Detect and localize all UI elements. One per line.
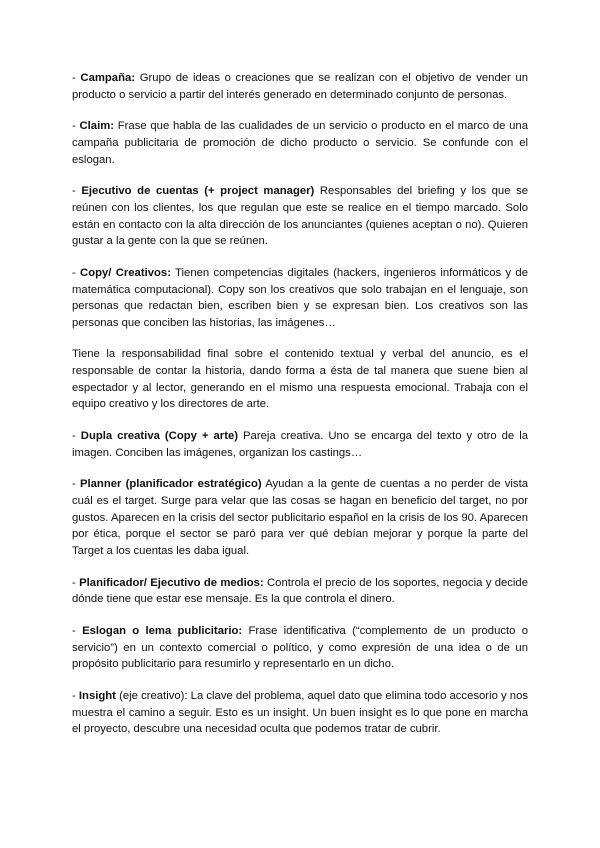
glossary-entry-ejecutivo-cuentas [72, 183, 528, 249]
entry-term: Copy/ Creativos: [80, 266, 171, 279]
glossary-entry-campana [72, 70, 528, 103]
entry-prefix: - [72, 266, 81, 279]
document-page [72, 70, 528, 753]
entry-prefix: - [72, 120, 80, 133]
entry-text: Tiene la responsabilidad final sobre el contenido textual y verbal del anuncio, es el responsable de contar la historia, dando forma a ésta de tal manera que suene bien al espectador y al lector, generando en el mismo una respuesta emocional. Trabaja con el equipo creativo y los directores de arte. [72, 348, 528, 411]
entry-text: (eje creativo): La clave del problema, aquel dato que elimina todo accesorio y nos muestra el camino a seguir. Esto es un insight. Un buen insight es lo que pone en marcha el proyecto, descubre una necesidad oculta que podemos tratar de cubrir. [72, 689, 529, 736]
glossary-entry-copy-creativos [72, 265, 528, 331]
entry-text: Controla el precio de los soportes, negocia y decide dónde tiene que estar ese mensaje. Es la que controla el dinero. [72, 576, 528, 606]
entry-term: Planner (planificador estratégico) [79, 478, 262, 491]
entry-text: Grupo de ideas o creaciones que se realizan con el objetivo de vender un producto o servicio a partir del interés generado en determinado conjunto de personas. [72, 72, 528, 101]
entry-prefix: - [72, 624, 83, 637]
entry-term: Ejecutivo de cuentas (+ project manager) [81, 185, 315, 198]
entry-prefix: - [72, 430, 81, 443]
entry-prefix: - [72, 478, 80, 491]
entry-term: Campaña: [80, 72, 136, 84]
entry-prefix: - [72, 576, 80, 589]
entry-text: Ayudan a la gente de cuentas a no perder de vista cuál es el target. Surge para velar que las cosas se hagan en beneficio del target, no por gustos. Aparecen en la crisis del sector publicitario español en la crisis de los 90. Aparecen por ética, porque el sector se paró para ver qué debían mejorar y porque la parte del Target a los cuentas les daba igual. [72, 478, 529, 557]
glossary-entry-planificador-medios [72, 575, 528, 608]
entry-text: Tienen competencias digitales (hackers, ingenieros informáticos y de matemática computacional). Copy son los creativos que solo trabajan en el lenguaje, son personas que redactan bien, escriben bien y se expresan bien. Los creativos son las personas que conciben las historias, las imágenes… [72, 266, 528, 329]
entry-term: Insight [78, 689, 116, 702]
entry-term: Claim: [79, 120, 115, 133]
entry-text: Frase identificativa (“complemento de un producto o servicio”) en un contexto comercial o político, y como expresión de una idea o de un propósito publicitario para resumirlo y representarlo en un dicho. [72, 624, 528, 671]
glossary-entry-eslogan [72, 623, 528, 673]
entry-term: Eslogan o lema publicitario: [82, 624, 243, 637]
glossary-entry-dupla-creativa [72, 428, 528, 461]
entry-text: Frase que habla de las cualidades de un servicio o producto en el marco de una campaña publicitaria de promoción de dicho producto o servicio. Se confunde con el eslogan. [72, 120, 528, 166]
entry-term: Dupla creativa (Copy + arte) [80, 430, 239, 443]
entry-prefix: - [72, 689, 79, 702]
entry-prefix: - [72, 185, 82, 198]
entry-prefix: - [72, 72, 81, 84]
glossary-entry-insight [72, 688, 528, 738]
copy-responsibility-paragraph [72, 346, 528, 412]
entry-text: Responsables del briefing y los que se reúnen con los clientes, los que regulan que este se realice en el tiempo marcado. Solo están en contacto con la alta dirección de los anunciantes (quienes aceptan o no). Quieren gustar a la gente con la que se reúnen. [72, 185, 529, 248]
glossary-entry-planner [72, 476, 528, 559]
entry-term: Planificador/ Ejecutivo de medios: [79, 576, 264, 589]
glossary-entry-claim [72, 118, 528, 168]
entry-text: Pareja creativa. Uno se encarga del texto y otro de la imagen. Conciben las imágenes, organizan los castings… [72, 430, 529, 459]
